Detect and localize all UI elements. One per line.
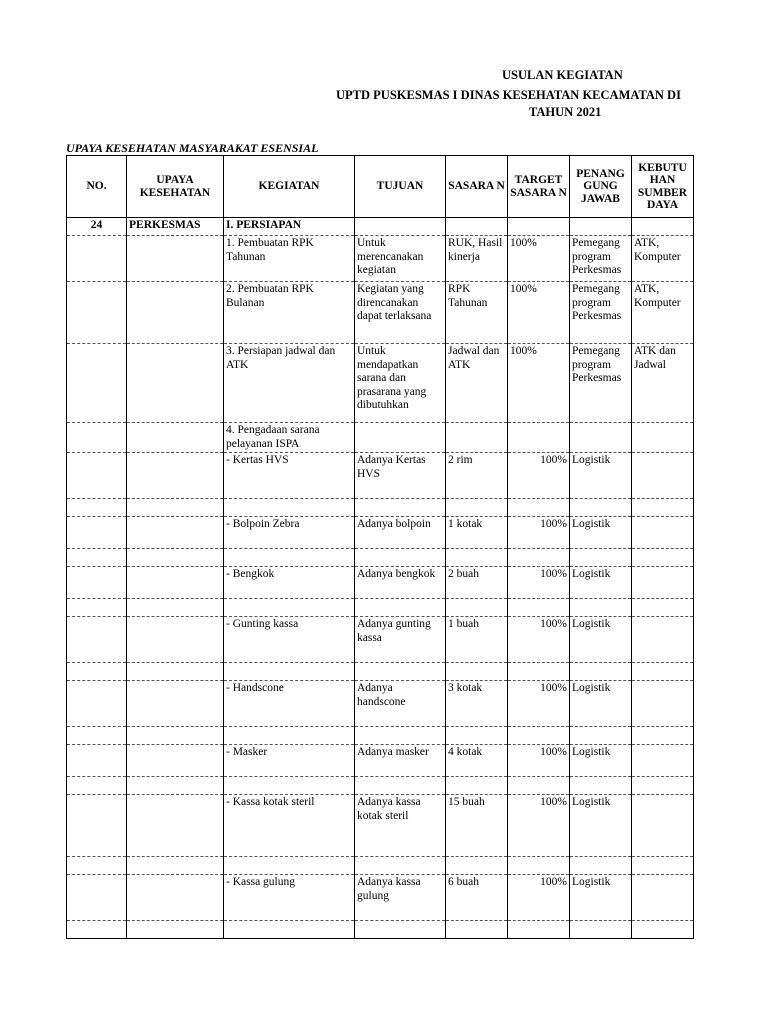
cell-no: 24 xyxy=(67,218,127,236)
cell-sasaran: 1 buah xyxy=(446,617,508,663)
cell-kegiatan: - Gunting kassa xyxy=(224,617,355,663)
cell-tujuan xyxy=(355,921,446,939)
cell-no xyxy=(67,681,127,727)
table-row xyxy=(67,663,694,681)
cell-tujuan xyxy=(355,727,446,745)
cell-pj xyxy=(570,921,632,939)
cell-kebutuhan xyxy=(632,875,694,921)
col-header-sasaran: SASARA N xyxy=(446,156,508,218)
cell-pj: Pemegang program Perkesmas xyxy=(570,282,632,344)
cell-pj xyxy=(570,423,632,453)
cell-no xyxy=(67,727,127,745)
cell-kebutuhan xyxy=(632,617,694,663)
table-row xyxy=(67,499,694,517)
cell-target: 100% xyxy=(508,567,570,599)
cell-sasaran xyxy=(446,921,508,939)
table-row xyxy=(67,681,694,727)
table-row xyxy=(67,517,694,549)
cell-tujuan xyxy=(355,857,446,875)
cell-tujuan: Adanya bolpoin xyxy=(355,517,446,549)
cell-pj: Logistik xyxy=(570,795,632,857)
cell-target xyxy=(508,499,570,517)
cell-target: 100% xyxy=(508,517,570,549)
cell-upaya xyxy=(127,681,224,727)
cell-pj xyxy=(570,663,632,681)
cell-kebutuhan xyxy=(632,423,694,453)
cell-kebutuhan: ATK, Komputer xyxy=(632,282,694,344)
col-header-kebutuhan: KEBUTU HAN SUMBER DAYA xyxy=(632,156,694,218)
cell-tujuan: Adanya Kertas HVS xyxy=(355,453,446,499)
cell-sasaran xyxy=(446,423,508,453)
cell-kebutuhan: ATK dan Jadwal xyxy=(632,344,694,423)
cell-kebutuhan xyxy=(632,549,694,567)
cell-kegiatan: - Masker xyxy=(224,745,355,777)
cell-kegiatan: - Kertas HVS xyxy=(224,453,355,499)
cell-tujuan xyxy=(355,218,446,236)
cell-pj: Logistik xyxy=(570,453,632,499)
col-header-no: NO. xyxy=(67,156,127,218)
doc-title: USULAN KEGIATAN xyxy=(502,68,623,82)
cell-sasaran: 4 kotak xyxy=(446,745,508,777)
cell-tujuan: Untuk merencanakan kegiatan xyxy=(355,236,446,282)
cell-pj xyxy=(570,549,632,567)
cell-kegiatan xyxy=(224,727,355,745)
cell-tujuan: Adanya masker xyxy=(355,745,446,777)
cell-sasaran xyxy=(446,218,508,236)
col-header-target: TARGET SASARA N xyxy=(508,156,570,218)
cell-kebutuhan xyxy=(632,663,694,681)
col-header-pj: PENANG GUNG JAWAB xyxy=(570,156,632,218)
cell-target xyxy=(508,921,570,939)
cell-upaya xyxy=(127,617,224,663)
cell-kegiatan xyxy=(224,549,355,567)
cell-tujuan: Adanya gunting kassa xyxy=(355,617,446,663)
cell-sasaran: 15 buah xyxy=(446,795,508,857)
cell-tujuan xyxy=(355,663,446,681)
cell-sasaran xyxy=(446,663,508,681)
cell-upaya xyxy=(127,236,224,282)
cell-tujuan xyxy=(355,599,446,617)
cell-no xyxy=(67,745,127,777)
cell-tujuan xyxy=(355,777,446,795)
cell-sasaran: 2 rim xyxy=(446,453,508,499)
cell-pj xyxy=(570,218,632,236)
cell-upaya xyxy=(127,921,224,939)
table-row xyxy=(67,218,694,236)
cell-target xyxy=(508,663,570,681)
cell-sasaran: 6 buah xyxy=(446,875,508,921)
activity-table xyxy=(66,155,694,939)
cell-no xyxy=(67,617,127,663)
table-header-row xyxy=(67,156,694,218)
cell-no xyxy=(67,236,127,282)
cell-target xyxy=(508,777,570,795)
cell-sasaran xyxy=(446,857,508,875)
cell-target xyxy=(508,218,570,236)
cell-kebutuhan xyxy=(632,453,694,499)
cell-pj: Logistik xyxy=(570,875,632,921)
cell-target: 100% xyxy=(508,617,570,663)
cell-upaya xyxy=(127,777,224,795)
cell-target: 100% xyxy=(508,681,570,727)
cell-upaya: PERKESMAS xyxy=(127,218,224,236)
cell-sasaran xyxy=(446,549,508,567)
cell-target: 100% xyxy=(508,344,570,423)
cell-sasaran xyxy=(446,727,508,745)
cell-kebutuhan xyxy=(632,499,694,517)
cell-kebutuhan xyxy=(632,777,694,795)
cell-tujuan: Adanya handscone xyxy=(355,681,446,727)
cell-no xyxy=(67,875,127,921)
cell-kebutuhan xyxy=(632,218,694,236)
table-row xyxy=(67,236,694,282)
cell-kegiatan xyxy=(224,857,355,875)
table-row xyxy=(67,567,694,599)
cell-upaya xyxy=(127,663,224,681)
cell-no xyxy=(67,795,127,857)
table-row xyxy=(67,599,694,617)
cell-kebutuhan xyxy=(632,727,694,745)
cell-pj xyxy=(570,727,632,745)
cell-sasaran: Jadwal dan ATK xyxy=(446,344,508,423)
cell-no xyxy=(67,282,127,344)
table-row xyxy=(67,795,694,857)
cell-upaya xyxy=(127,282,224,344)
cell-kebutuhan xyxy=(632,567,694,599)
cell-kebutuhan xyxy=(632,857,694,875)
cell-pj: Logistik xyxy=(570,681,632,727)
cell-kegiatan: - Bengkok xyxy=(224,567,355,599)
table-row xyxy=(67,777,694,795)
cell-upaya xyxy=(127,745,224,777)
cell-no xyxy=(67,921,127,939)
cell-kebutuhan xyxy=(632,745,694,777)
cell-upaya xyxy=(127,727,224,745)
cell-tujuan xyxy=(355,499,446,517)
cell-kegiatan xyxy=(224,921,355,939)
cell-target: 100% xyxy=(508,453,570,499)
cell-kegiatan xyxy=(224,599,355,617)
cell-kegiatan: I. PERSIAPAN xyxy=(224,218,355,236)
cell-kegiatan xyxy=(224,777,355,795)
table-row xyxy=(67,745,694,777)
cell-kegiatan: - Bolpoin Zebra xyxy=(224,517,355,549)
cell-kegiatan: 3. Persiapan jadwal dan ATK xyxy=(224,344,355,423)
cell-target xyxy=(508,423,570,453)
cell-sasaran: 1 kotak xyxy=(446,517,508,549)
cell-upaya xyxy=(127,567,224,599)
cell-no xyxy=(67,663,127,681)
cell-kegiatan: 2. Pembuatan RPK Bulanan xyxy=(224,282,355,344)
doc-subtitle: UPTD PUSKESMAS I DINAS KESEHATAN KECAMATAN DI xyxy=(336,88,681,102)
table-row xyxy=(67,727,694,745)
cell-kebutuhan: ATK, Komputer xyxy=(632,236,694,282)
cell-pj xyxy=(570,857,632,875)
cell-tujuan xyxy=(355,423,446,453)
cell-kebutuhan xyxy=(632,681,694,727)
table-row xyxy=(67,344,694,423)
cell-upaya xyxy=(127,423,224,453)
table-row xyxy=(67,921,694,939)
cell-sasaran: RUK, Hasil kinerja xyxy=(446,236,508,282)
cell-kebutuhan xyxy=(632,921,694,939)
cell-target: 100% xyxy=(508,236,570,282)
cell-no xyxy=(67,499,127,517)
cell-tujuan: Untuk mendapatkan sarana dan prasarana yang dibutuhkan xyxy=(355,344,446,423)
cell-no xyxy=(67,549,127,567)
cell-pj: Logistik xyxy=(570,567,632,599)
cell-tujuan: Adanya kassa kotak steril xyxy=(355,795,446,857)
cell-pj xyxy=(570,777,632,795)
cell-kegiatan: - Handscone xyxy=(224,681,355,727)
cell-kegiatan: 4. Pengadaan sarana pelayanan ISPA xyxy=(224,423,355,453)
cell-kegiatan xyxy=(224,663,355,681)
cell-target: 100% xyxy=(508,282,570,344)
cell-pj: Pemegang program Perkesmas xyxy=(570,236,632,282)
cell-pj: Logistik xyxy=(570,517,632,549)
cell-upaya xyxy=(127,875,224,921)
cell-target xyxy=(508,727,570,745)
cell-sasaran: 2 buah xyxy=(446,567,508,599)
section-title: UPAYA KESEHATAN MASYARAKAT ESENSIAL xyxy=(66,141,319,155)
cell-no xyxy=(67,857,127,875)
cell-no xyxy=(67,777,127,795)
col-header-upaya: UPAYA KESEHATAN xyxy=(127,156,224,218)
cell-target xyxy=(508,549,570,567)
table-row xyxy=(67,875,694,921)
cell-upaya xyxy=(127,857,224,875)
cell-sasaran xyxy=(446,777,508,795)
cell-sasaran xyxy=(446,599,508,617)
cell-tujuan xyxy=(355,549,446,567)
cell-upaya xyxy=(127,344,224,423)
cell-kebutuhan xyxy=(632,517,694,549)
cell-upaya xyxy=(127,599,224,617)
cell-target: 100% xyxy=(508,875,570,921)
table-row xyxy=(67,282,694,344)
cell-kegiatan: - Kassa gulung xyxy=(224,875,355,921)
col-header-tujuan: TUJUAN xyxy=(355,156,446,218)
table-row xyxy=(67,549,694,567)
cell-no xyxy=(67,599,127,617)
cell-kegiatan: 1. Pembuatan RPK Tahunan xyxy=(224,236,355,282)
cell-tujuan: Adanya bengkok xyxy=(355,567,446,599)
table-row xyxy=(67,423,694,453)
doc-year: TAHUN 2021 xyxy=(529,105,602,119)
cell-tujuan: Adanya kassa gulung xyxy=(355,875,446,921)
cell-pj: Logistik xyxy=(570,617,632,663)
cell-target xyxy=(508,857,570,875)
cell-sasaran: 3 kotak xyxy=(446,681,508,727)
cell-no xyxy=(67,517,127,549)
cell-upaya xyxy=(127,549,224,567)
cell-pj: Logistik xyxy=(570,745,632,777)
table-row xyxy=(67,857,694,875)
table-row xyxy=(67,617,694,663)
cell-upaya xyxy=(127,517,224,549)
cell-no xyxy=(67,423,127,453)
cell-pj: Pemegang program Perkesmas xyxy=(570,344,632,423)
cell-target: 100% xyxy=(508,795,570,857)
cell-target: 100% xyxy=(508,745,570,777)
cell-sasaran xyxy=(446,499,508,517)
cell-tujuan: Kegiatan yang direncanakan dapat terlaksana xyxy=(355,282,446,344)
cell-upaya xyxy=(127,453,224,499)
cell-pj xyxy=(570,599,632,617)
cell-kebutuhan xyxy=(632,599,694,617)
cell-kebutuhan xyxy=(632,795,694,857)
cell-no xyxy=(67,344,127,423)
cell-sasaran: RPK Tahunan xyxy=(446,282,508,344)
cell-upaya xyxy=(127,499,224,517)
col-header-kegiatan: KEGIATAN xyxy=(224,156,355,218)
cell-kegiatan xyxy=(224,499,355,517)
cell-target xyxy=(508,599,570,617)
cell-no xyxy=(67,567,127,599)
cell-no xyxy=(67,453,127,499)
table-row xyxy=(67,453,694,499)
cell-upaya xyxy=(127,795,224,857)
cell-pj xyxy=(570,499,632,517)
cell-kegiatan: - Kassa kotak steril xyxy=(224,795,355,857)
